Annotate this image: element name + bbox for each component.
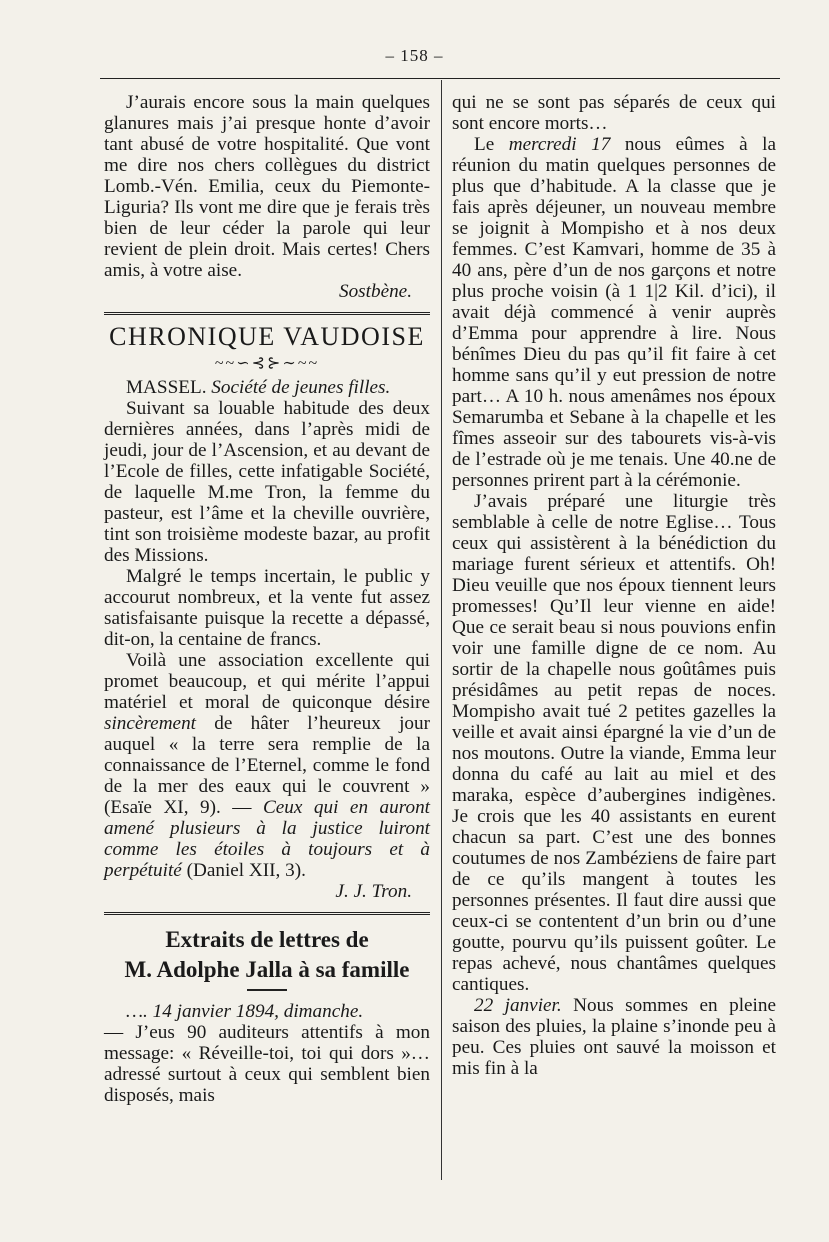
ornament-flourish: ~~∽⊰⊱∼~~ <box>214 355 320 372</box>
text-run: Nous sommes en pleine saison des pluies, la plaine s’inonde peu à peu. Ces pluies ont sauvé la moisson et mis fin à la <box>452 995 776 1079</box>
header-rule <box>100 78 780 79</box>
massel-paragraph-3 <box>104 650 430 881</box>
left-column <box>104 92 430 1106</box>
massel-paragraph-2: Malgré le temps incertain, le public y accourut nombreux, et la vente fut assez satisfaisante puisque la recette a dépassé, dit-on, la centaine de francs. <box>104 566 430 650</box>
letter-paragraph-22-janvier <box>452 995 776 1079</box>
massel-society: Société de jeunes filles. <box>211 377 391 398</box>
extract-title-line1: Extraits de lettres de <box>165 927 369 952</box>
text-run: nous eûmes à la réunion du matin quelques personnes de plus que d’habitude. A la classe que je fais après déjeuner, un nouveau membre se joignit à Mompisho et à nos deux femmes. C’est Kamvari, homme de 35 à 40 ans, père d’un de nos garçons et notre plus proche voisin (à 1 1|2 Kil. d’ici), il avait déjà commencé à venir auprès d’Emma pour apprendre à lire. Nous bénîmes Dieu du pas qu’il fit faire à cet homme sans qu’il y eut pression de notre part… A 10 h. nous amenâmes nos époux Semarumba et Sebane à la chapelle et les fîmes asseoir sur des tabourets vis-à-vis de l’estrade où je me tenais. Une 40.ne de personnes prirent part à la cérémonie. <box>452 134 776 491</box>
letter-date-14-janvier <box>104 1001 430 1022</box>
letter-paragraph-liturgie: J’avais préparé une liturgie très semblable à celle de notre Eglise… Tous ceux qui assistèrent à la bénédiction du mariage furent sérieux et attentifs. Oh! Dieu veuille que nos époux tiennent leurs promesses! Qu’Il leur vienne en aide! Que ce serait beau si nous pouvions enfin voir une famille digne de ce nom. Au sortir de la chapelle nous goûtâmes puis présidâmes au petit repas de noces. Mompisho avait tué 2 petites gazelles la veille et avait ainsi épargné la vie d’un de nos moutons. Outre la viande, Emma leur donna du café au lait au miel et des maraka, espèce d’aubergines indigènes. Je crois que les 40 assistants en eurent chacun sa part. C’est une des bonnes coutumes de nos Zambéziens de faire part de ce qu’ils mangent à toutes les personnes présentes. Il faut dire aussi que ceux-ci se contentent d’un brin ou d’une goutte, pourvu qu’ils puissent goûter. Le repas achevé, nous chantâmes quelques cantiques. <box>452 491 776 995</box>
title-underline <box>247 989 287 991</box>
text-run: (Daniel XII, 3). <box>186 860 306 881</box>
letter-paragraph-1: — J’eus 90 auditeurs attentifs à mon message: « Réveille-toi, toi qui dors »… adressé surtout à ceux qui semblent bien disposés, mais <box>104 1022 430 1106</box>
section-rule <box>104 312 430 315</box>
closing-paragraph: J’aurais encore sous la main quelques glanures mais j’ai presque honte d’avoir tant abusé de votre hospitalité. Que vont me dire nos chers collègues du district Lomb.-Vén. Emilia, ceux du Piemonte-Liguria? Ils vont me dire que je ferais très bien de leur céder la parole qui leur revient de plein droit. Mais certes! Chers amis, à votre aise. <box>104 92 430 281</box>
text-run: Voilà une association excellente qui promet beaucoup, et qui mérite l’appui matériel et moral de quiconque désire <box>104 650 430 713</box>
text-run: de hâter l’heureux jour auquel « la terre sera remplie de la connaissance de l’Eternel, comme le fond de la mer des eaux qui le couvrent » (Esaïe XI, 9). — <box>104 713 430 818</box>
right-column <box>452 92 776 1079</box>
letter-paragraph-mercredi <box>452 134 776 491</box>
column-divider <box>441 80 442 1180</box>
continued-paragraph: qui ne se sont pas séparés de ceux qui sont encore morts… <box>452 92 776 134</box>
section-title-chronique: CHRONIQUE VAUDOISE <box>109 322 425 351</box>
massel-heading <box>104 377 430 398</box>
date-run: …. 14 janvier 1894, dimanche. <box>126 1001 364 1022</box>
scripture-quote: Ceux qui en auront amené plusieurs à la justice luiront comme les étoiles à toujours et à perpétuité <box>104 797 431 881</box>
signature-tron: J. J. Tron. <box>335 881 412 902</box>
date-run: mercredi 17 <box>508 134 611 155</box>
text-run: Le <box>474 134 495 155</box>
signature-sostbene: Sostbène. <box>338 281 412 302</box>
page-number: – 158 – <box>385 46 444 65</box>
section-rule <box>104 912 430 915</box>
emphasis-run: sincèrement <box>104 713 196 734</box>
extract-title-line2: M. Adolphe Jalla à sa famille <box>124 957 410 982</box>
date-run: 22 janvier. <box>474 995 562 1016</box>
massel-place: MASSEL. <box>126 377 207 398</box>
massel-paragraph-1: Suivant sa louable habitude des deux dernières années, dans l’après midi de jeudi, jour de l’Ascension, et au devant de l’Ecole de filles, cette infatigable Société, de laquelle M.me Tron, la femme du pasteur, est l’âme et la cheville ouvrière, tint son troisième modeste bazar, au profit des Missions. <box>104 398 430 566</box>
